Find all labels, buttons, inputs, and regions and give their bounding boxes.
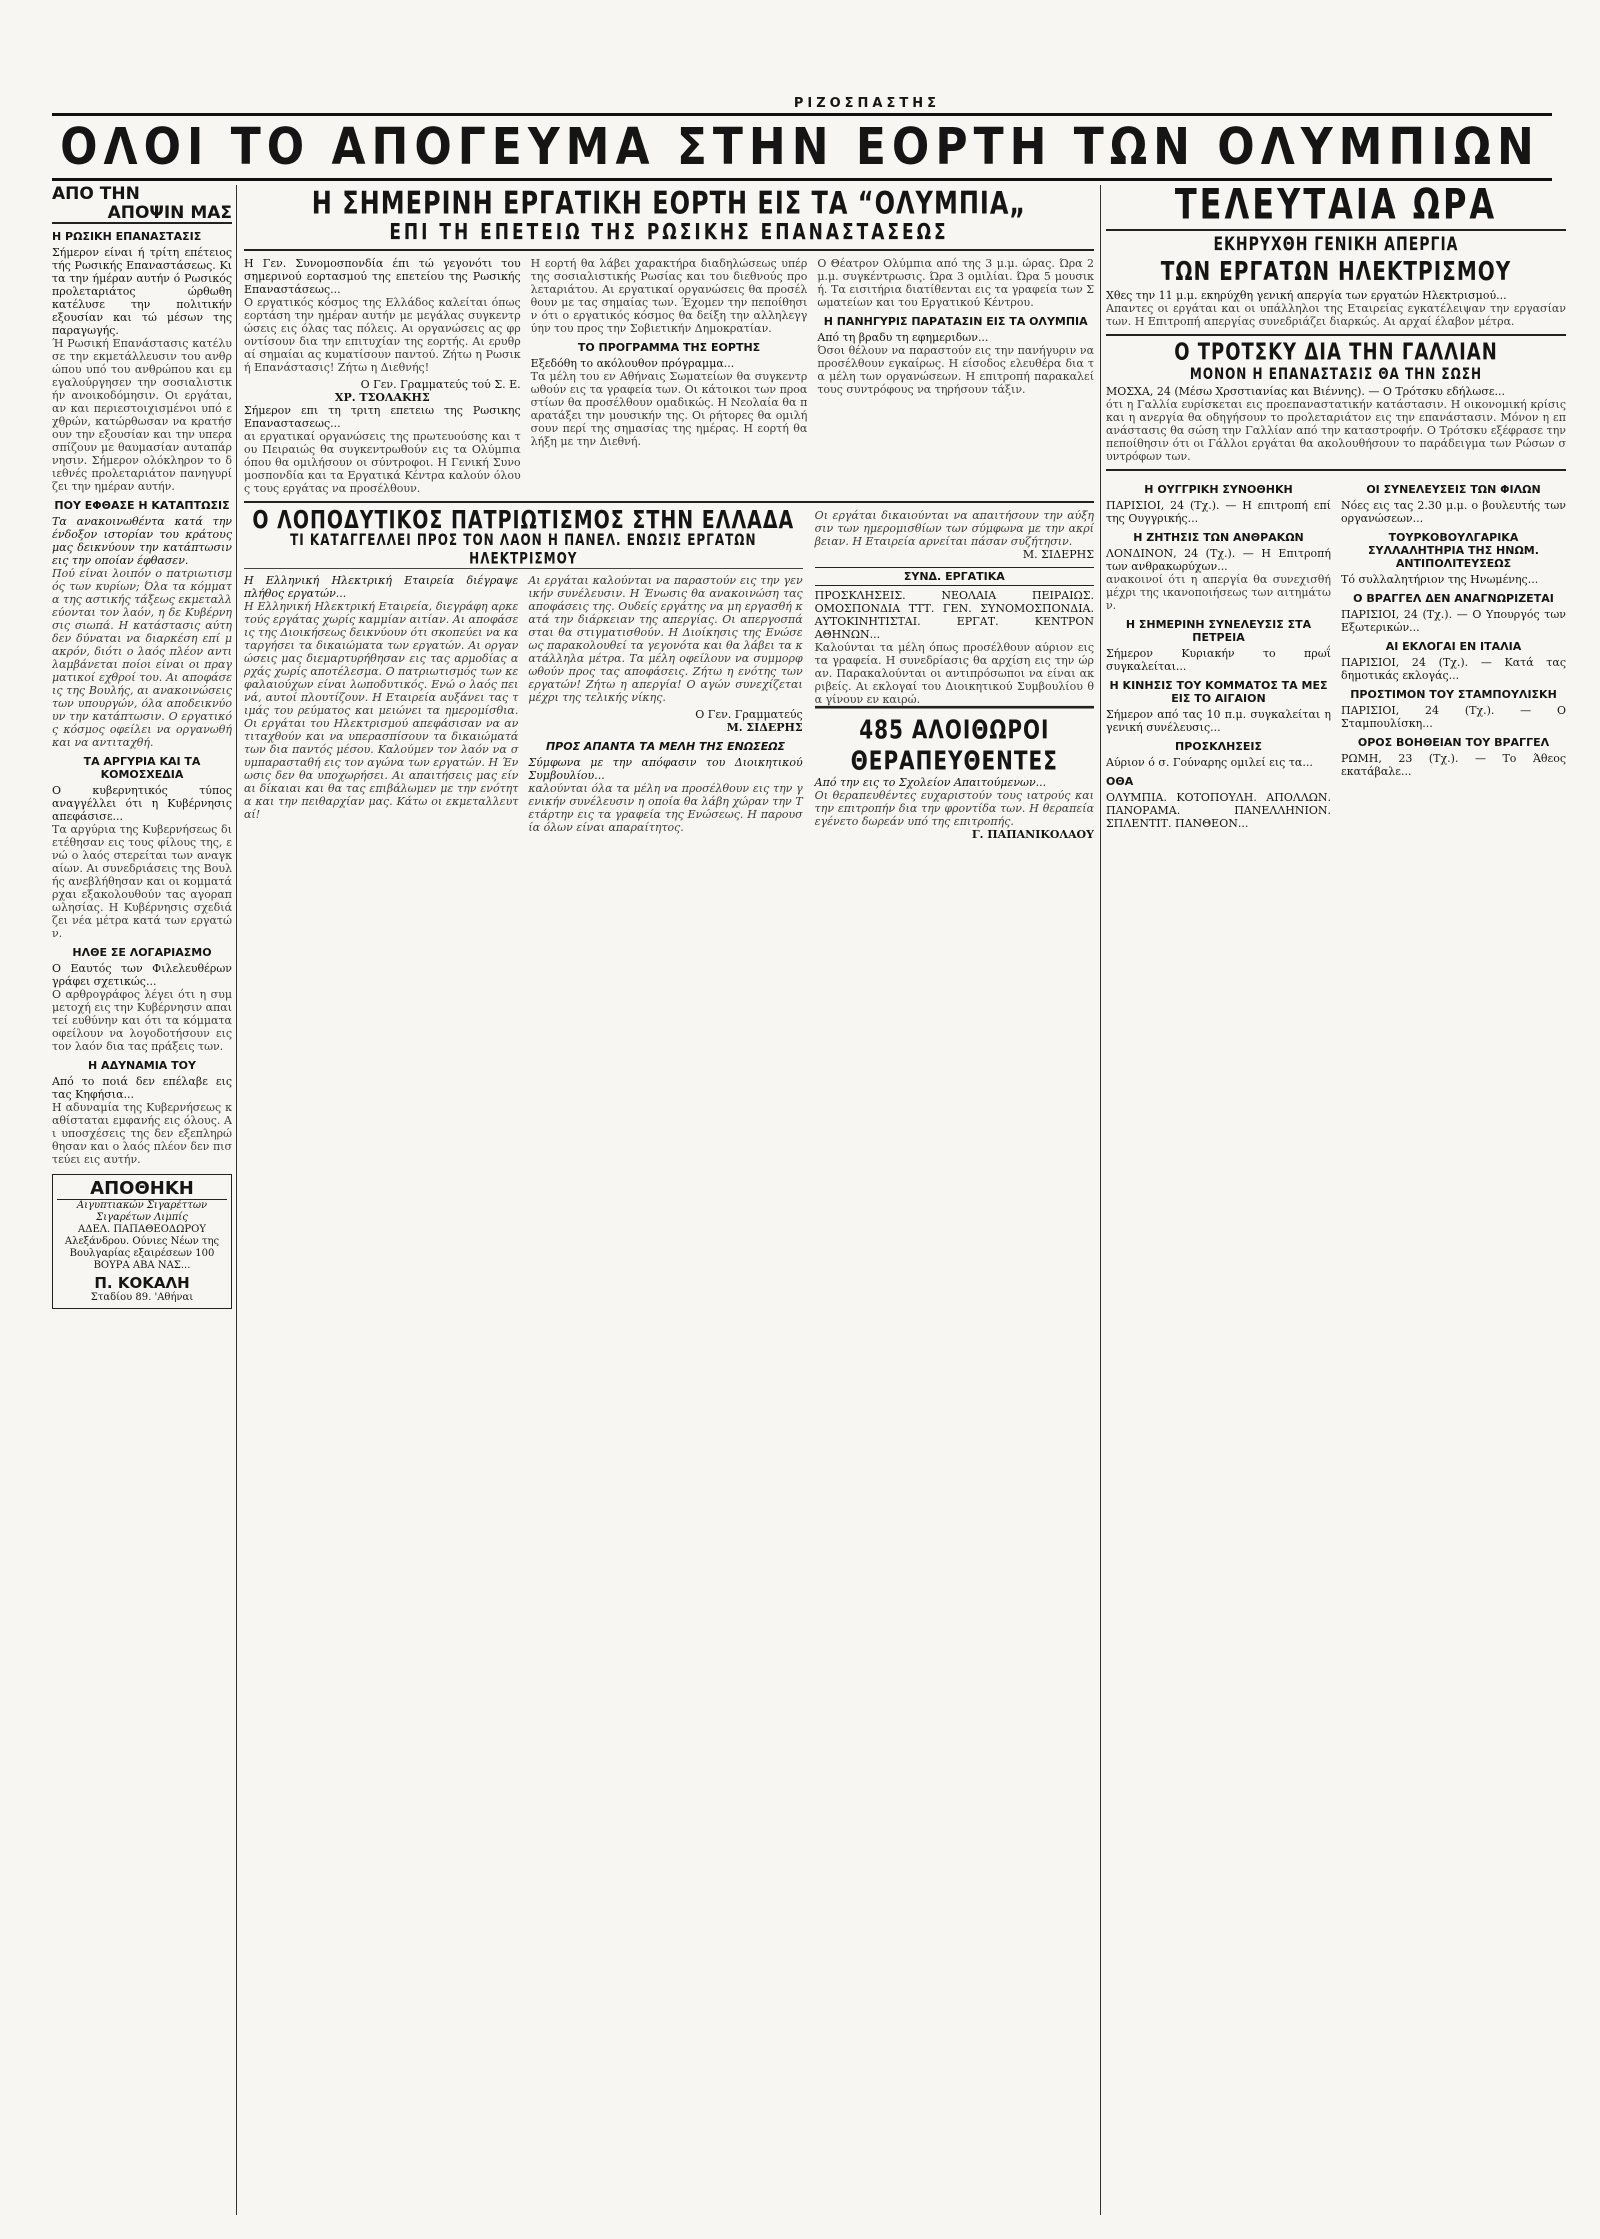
- paragraph: Τό συλλαλητήριον της Ηνωμένης...: [1341, 573, 1539, 586]
- paragraph: Αύριον ό σ. Γούναρης ομιλεί εις τα...: [1106, 756, 1313, 769]
- paragraph: ΠΑΡΙΣΙΟΙ, 24 (Τχ.). — Κατά τας δημοτικάς εκλογάς...: [1341, 656, 1566, 682]
- subhead: ΤΑ ΑΡΓΥΡΙΑ ΚΑΙ ΤΑ ΚΟΜΟΣΧΕΔΙΑ: [83, 755, 201, 782]
- advertisement: [52, 1174, 232, 1308]
- paragraph: ΟΛΥΜΠΙΑ. ΚΟΤΟΠΟΥΛΗ. ΑΠΟΛΛΩΝ. ΠΑΝΟΡΑΜΑ. ΠΑΝΕΛΛΗΝΙΟΝ. ΣΠΛΕΝΤΙΤ. ΠΑΝΘΕΟΝ...: [1106, 791, 1331, 830]
- right-subheadline: ΤΩΝ ΕΡΓΑΤΩΝ ΗΛΕΚΤΡΙΣΜΟΥ: [1160, 255, 1512, 287]
- subhead: Η ΑΔΥΝΑΜΙΑ ΤΟΥ: [88, 1059, 196, 1073]
- subhead: ΠΡΟΣΚΛΗΣΕΙΣ: [1174, 740, 1262, 753]
- paragraph: Ο Εαυτός των Φιλελευθέρων γράφει σχετικώς...: [52, 962, 232, 989]
- left-column: ΑΠΟ ΤΗΝ ΑΠΟΨΙΝ ΜΑΣ Η ΡΩΣΙΚΗ ΕΠΑΝΑΣΤΑΣΙΣ Σήμερον είναι ή τρίτη επέτειος τής Ρωσικής Επαναστάσεως. Κι τα την ήμέραν αυτήν ό Ρωσικός προλεταριάτος ώρθωθη κατέλυσε την πολιτικήν εξουσίαν και τώ μέσων της παραγωγής. Ή Ρωσική Επανάστασις κατέλυσε την εκμετάλλευσιν του ανθρώπου υπό του ανθρώπου και εμεγαλούργησεν την σοσιαλιστικήν ανοικοδόμησιν. Οι εργάται, αν και περιεστοιχισμένοι υπό εχθρών, κατώρθωσαν να κρατήσουν την εξουσίαν και την υπερασπίζουν με θαυμασίαν αυταπάρνησιν. Σήμερον ολόκληρον το διεθνές προλεταριάτον πανηγυρίζει την ημέραν αυτήν. ΠΟΥ ΕΦΘΑΣΕ Η ΚΑΤΑΠΤΩΣΙΣ Τα ανακοινωθέντα κατά την ένδοξον ιστορίαν του κράτους μας δεικνύουν την κατάπτωσιν εις την οποίαν έφθασεν. Πού είναι λοιπόν ο πατριωτισμός των κυρίων; Όλα τα κόμματα της αστικής τάξεως εκμεταλλεύονται τον λαόν, η δε Κυβέρνησις σιωπά. Η κατάστασις αύτη δεν δύναται να διαρκέση επί μακρόν, διότι ο λαός πλέον αντιλαμβάνεται ποίοι είναι οι πραγματικοί εχθροί του. Αι αποφάσεις της Βουλής, αι ανακοινώσεις των υπουργών, όλα αποδεικνύουν την κατάπτωσιν. Ο εργατικός κόσμος οφείλει να οργανωθή και να αντιταχθή. ΤΑ ΑΡΓΥΡΙΑ ΚΑΙ ΤΑ ΚΟΜΟΣΧΕΔΙΑ Ο κυβερνητικός τύπος αναγγέλλει ότι η Κυβέρνησις απεφάσισε... Τα αργύρια της Κυβερνήσεως διετέθησαν εις τους φίλους της, ενώ ο λαός στερείται των αναγκαίων. Αι συνεδριάσεις της Βουλής ανεβλήθησαν και οι κομματάρχαι εξακολουθούν τας αγοραπωλησίας. Η Κυβέρνησις σχεδιάζει νέα μέτρα κατά των εργατών. ΗΛΘΕ ΣΕ ΛΟΓΑΡΙΑΣΜΟ Ο Εαυτός των Φιλελευθέρων γράφει σχετικώς... Ο αρθρογράφος λέγει ότι η συμμετοχή εις την Κυβέρνησιν απαιτεί ευθύνην και ότι τα κόμματα οφείλουν να λογοδοτήσουν εις τον λαόν δια τας πράξεις των. Η ΑΔΥΝΑΜΙΑ ΤΟΥ Από το ποιά δεν επέλαβε εις τας Κηφήσια... Η αδυναμία της Κυβερνήσεως καθίσταται εμφανής εις όλους. Αι υποσχέσεις της δεν εξεπληρώθησαν και ο λαός πλέον δεν πιστεύει εις αυτήν. ΑΠΟΘΗΚΗ Αιγυπτιακών Σιγαρέττων Σιγαρέτων Λιμπίς ΑΔΕΛ. ΠΑΠΑΘΕΟΔΩΡΟΥ Αλεξάνδρου. Ούνιες Νέων της Βουλγαρίας εξαιρέσεων 100 ΒΟΥΡΑ ΑΒΑ ΝΑΣ... Π. ΚΟΚΑΛΗ Σταδίου 89. 'Αθήναι: [52, 185, 232, 2215]
- paragraph: ΛΟΝΔΙΝΟΝ, 24 (Τχ.). — Η Επιτροπή των ανθρακωρύχων...: [1106, 547, 1331, 573]
- paragraph: ΠΑΡΙΣΙΟΙ, 24 (Τχ.). — Ο Σταμπουλίσκη...: [1341, 704, 1566, 730]
- subhead: Η ΡΩΣΙΚΗ ΕΠΑΝΑΣΤΑΣΙΣ: [52, 230, 202, 244]
- article-col: Η εορτή θα λάβει χαρακτήρα διαδηλώσεως υπέρ της σοσιαλιστικής Ρωσίας και του διεθνούς προλεταριάτου. Αι εργατικαί οργανώσεις θα προσέλθουν με τας σημαίας των. Έχομεν την πεποίθησιν ότι ο εργατικός κόσμος θα δείξη την αλληλεγγύην του προς την Σοβιετικήν Δημοκρατίαν. ΤΟ ΠΡΟΓΡΑΜΜΑ ΤΗΣ ΕΟΡΤΗΣ Εξεδόθη το ακόλουθον πρόγραμμα... Τα μέλη του εν Αθήναις Σωματείων θα συγκεντρωθούν εις τα γραφεία των. Οι κάτοικοι των προαστίων θα προσέλθουν ομαδικώς. Η Νεολαία θα παρατάξει την μουσικήν της. Οι ρήτορες θα ομιλήσουν περί της σημασίας της ημέρας. Η εορτή θα λήξη με την Διεθνή.: [530, 257, 808, 448]
- article-subheadline: ΜΟΝΟΝ Η ΕΠΑΝΑΣΤΑΣΙΣ ΘΑ ΤΗΝ ΣΩΣΗ: [1189, 364, 1483, 384]
- paragraph: Από το ποιά δεν επέλαβε εις τας Κηφήσια...: [52, 1075, 232, 1102]
- subhead: ΟΘΑ: [1106, 775, 1134, 788]
- paragraph: ΠΑΡΙΣΙΟΙ, 24 (Τχ.). — Ο Υπουργός των Εξωτερικών...: [1341, 608, 1566, 634]
- paragraph: Εξεδόθη το ακόλουθον πρόγραμμα...: [530, 357, 735, 370]
- col-divider: [1100, 185, 1101, 2215]
- paragraph: ΠΡΟΣΚΛΗΣΕΙΣ. ΝΕΟΛΑΙΑ ΠΕΙΡΑΙΩΣ. ΟΜΟΣΠΟΝΔΙΑ ΤΤΤ. ΓΕΝ. ΣΥΝΟΜΟΣΠΟΝΔΙΑ. ΑΥΤΟΚΙΝΗΤΙΣΤΑΙ. ΕΡΓΑΤ. ΚΕΝΤΡΟΝ ΑΘΗΝΩΝ...: [814, 589, 1094, 641]
- subhead: ΑΙ ΕΚΛΟΓΑΙ ΕΝ ΙΤΑΛΙΑ: [1385, 640, 1522, 653]
- article-columns: [244, 257, 1094, 495]
- paragraph: Σύμφωνα με την απόφασιν του Διοικητικού Συμβουλίου...: [528, 756, 803, 782]
- paragraph: Από την εις το Σχολείον Απαιτούμενων...: [814, 776, 1047, 789]
- right-subheadline: ΕΚΗΡΥΧΘΗ ΓΕΝΙΚΗ ΑΠΕΡΓΙΑ: [1213, 234, 1459, 256]
- center-headline: Η ΣΗΜΕΡΙΝΗ ΕΡΓΑΤΙΚΗ ΕΟΡΤΗ ΕΙΣ ΤΑ “ΟΛΥΜΠΙΑ„: [311, 185, 1027, 222]
- signature-name: Μ. ΣΙΔΕΡΗΣ: [1022, 548, 1094, 561]
- article-columns: [244, 574, 803, 834]
- article-col: Ο Θέατρον Ολύμπια από της 3 μ.μ. ώρας. Ώρα 2 μ.μ. συγκέντρωσις. Ώρα 3 ομιλίαι. Ώρα 5 μουσική. Τα εισιτήρια διατίθενται εις τα γραφεία των Σωματείων και του Εργατικού Κέντρου. Η ΠΑΝΗΓΥΡΙΣ ΠΑΡΑΤΑΣΙΝ ΕΙΣ ΤΑ ΟΛΥΜΠΙΑ Από τη βραδυ τη εφημεριδων... Όσοι θέλουν να παραστούν εις την πανήγυριν να προσέλθουν εγκαίρως. Η είσοδος ελευθέρα δια τα μέλη των οργανώσεων. Η επιτροπή παρακαλεί τους συντρόφους να τηρήσουν τάξιν.: [817, 257, 1094, 396]
- subhead: Η ΣΗΜΕΡΙΝΗ ΣΥΝΕΛΕΥΣΙΣ ΣΤΑ ΠΕΤΡΕΙΑ: [1125, 618, 1312, 644]
- ad-address: Σταδίου 89. 'Αθήναι: [90, 1291, 194, 1303]
- ad-text: ΑΔΕΛ. ΠΑΠΑΘΕΟΔΩΡΟΥ Αλεξάνδρου. Ούνιες Νέων της Βουλγαρίας εξαιρέσεων 100 ΒΟΥΡΑ ΑΒΑ ΝΑΣ...: [64, 1224, 220, 1272]
- right-column: ΤΕΛΕΥΤΑΙΑ ΩΡΑ ΕΚΗΡΥΧΘΗ ΓΕΝΙΚΗ ΑΠΕΡΓΙΑ ΤΩΝ ΕΡΓΑΤΩΝ ΗΛΕΚΤΡΙΣΜΟΥ Χθες την 11 μ.μ. εκηρύχθη γενική απεργία των εργατών Ηλεκτρισμού... Απαντες οι εργάται και οι υπάλληλοι της Εταιρείας εγκατέλειψαν την εργασίαν των. Η Επιτροπή απεργίας συνεδριάζει διαρκώς. Αι αρχαί έλαβον μέτρα. Ο ΤΡΟΤΣΚΥ ΔΙΑ ΤΗΝ ΓΑΛΛΙΑΝ ΜΟΝΟΝ Η ΕΠΑΝΑΣΤΑΣΙΣ ΘΑ ΤΗΝ ΣΩΣΗ ΜΟΣΧΑ, 24 (Μέσω Χρσστιανίας και Βιέννης). — Ο Τρότσκυ εδήλωσε... ότι η Γαλλία ευρίσκεται εις προεπαναστατικήν κατάστασιν. Η οικονομική κρίσις και η ανεργία θα οδηγήσουν το προλεταριάτον εις την επανάστασιν. Μόνον η επανάστασις θα σώση την Γαλλίαν από την καταστροφήν. Ο Τρότσκυ εξέφρασε την πεποίθησιν ότι οι Γάλλοι εργάται θα ακολουθήσουν το παράδειγμα των Ρώσων συντρόφων των. Η ΟΥΓΓΡΙΚΗ ΣΥΝΟΘΗΚΗ ΠΑΡΙΣΙΟΙ, 24 (Τχ.). — Η επιτροπή επί της Ουγγρικής... Η ΖΗΤΗΣΙΣ ΤΩΝ ΑΝΘΡΑΚΩΝ ΛΟΝΔΙΝΟΝ, 24 (Τχ.). — Η Επιτροπή των ανθρακωρύχων... ανακοινοί ότι η απεργία θα συνεχισθή μέχρι της ικανοποιήσεως των αιτημάτων. Η ΣΗΜΕΡΙΝΗ ΣΥΝΕΛΕΥΣΙΣ ΣΤΑ ΠΕΤΡΕΙΑ Σήμερον Κυριακήν το πρωΐ συγκαλείται... Η ΚΙΝΗΣΙΣ ΤΟΥ ΚΟΜΜΑΤΟΣ ΤΑ ΜΕΣ ΕΙΣ ΤΟ ΑΙΓΑΙΟΝ Σήμερον από τας 10 π.μ. συγκαλείται η γενική συνέλευσις... ΠΡΟΣΚΛΗΣΕΙΣ Αύριον ό σ. Γούναρης ομιλεί εις τα... ΟΘΑ ΟΛΥΜΠΙΑ. ΚΟΤΟΠΟΥΛΗ. ΑΠΟΛΛΩΝ. ΠΑΝΟΡΑΜΑ. ΠΑΝΕΛΛΗΝΙΟΝ. ΣΠΛΕΝΤΙΤ. ΠΑΝΘΕΟΝ... ΟΙ ΣΥΝΕΛΕΥΣΕΙΣ ΤΩΝ ΦΙΛΩΝ Νόες εις τας 2.30 μ.μ. ο βουλευτής των οργανώσεων... ΤΟΥΡΚΟΒΟΥΛΓΑΡΙΚΑ ΣΥΛΛΑΛΗΤΗΡΙΑ ΤΗΣ ΗΝΩΜ. ΑΝΤΙΠΟΛΙΤΕΥΣΕΩΣ Τό συλλαλητήριον της Ηνωμένης... Ο ΒΡΑΓΓΕΛ ΔΕΝ ΑΝΑΓΝΩΡΙΖΕΤΑΙ ΠΑΡΙΣΙΟΙ, 24 (Τχ.). — Ο Υπουργός των Εξωτερικών... ΑΙ ΕΚΛΟΓΑΙ ΕΝ ΙΤΑΛΙΑ ΠΑΡΙΣΙΟΙ, 24 (Τχ.). — Κατά τας δημοτικάς εκλογάς... ΠΡΟΣΤΙΜΟΝ ΤΟΥ ΣΤΑΜΠΟΥΛΙΣΚΗ ΠΑΡΙΣΙΟΙ, 24 (Τχ.). — Ο Σταμπουλίσκη... ΟΡΟΣ ΒΟΗΘΕΙΑΝ ΤΟΥ ΒΡΑΓΓΕΛ ΡΩΜΗ, 23 (Τχ.). — Το Άθεος εκατάβαλε...: [1106, 185, 1566, 2215]
- signature-name: ΧΡ. ΤΣΟΛΑΚΗΣ: [334, 391, 430, 404]
- side-block: Οι εργάται δικαιούνται να απαιτήσουν την αύξησιν των ημερομισθίων των σύμφωνα με την ακρίβειαν. Η Εταιρεία αρνείται πάσαν συζήτησιν. Μ. ΣΙΔΕΡΗΣ ΣΥΝΔ. ΕΡΓΑΤΙΚΑ ΠΡΟΣΚΛΗΣΕΙΣ. ΝΕΟΛΑΙΑ ΠΕΙΡΑΙΩΣ. ΟΜΟΣΠΟΝΔΙΑ ΤΤΤ. ΓΕΝ. ΣΥΝΟΜΟΣΠΟΝΔΙΑ. ΑΥΤΟΚΙΝΗΤΙΣΤΑΙ. ΕΡΓΑΤ. ΚΕΝΤΡΟΝ ΑΘΗΝΩΝ... Καλούνται τα μέλη όπως προσέλθουν αύριον εις τα γραφεία. Η συνεδρίασις θα αρχίση εις την ώραν. Παρακαλούνται οι αντιπρόσωποι να είναι ακριβείς. Αι εκλογαί του Διοικητικού Συμβουλίου θα γίνουν εν καιρώ. 485 ΑΛΟΙΘΩΡΟΙ ΘΕΡΑΠΕΥΘΕΝΤΕΣ Από την εις το Σχολείον Απαιτούμενων... Οι θεραπευθέντες ευχαριστούν τους ιατρούς και την επιτροπήν δια την φροντίδα των. Η θεραπεία εγένετο δωρεάν υπό της επιτροπής. Γ. ΠΑΠΑΝΙΚΟΛΑΟΥ: [814, 509, 1094, 841]
- article-col: Αι εργάται καλούνται να παραστούν εις την γενικήν συνέλευσιν. Η Ένωσις θα ανακοινώση τας αποφάσεις της. Ουδείς εργάτης να μη εργασθή κατά την διάρκειαν της απεργίας. Οι απεργοσπάσται θα στιγματισθούν. Η Διοίκησις της Ενώσεως παρακολουθεί τα γεγονότα και θα λάβει τα κατάλληλα μέτρα. Τα μέλη οφείλουν να συμμορφωθούν προς τας αποφάσεις. Ζήτω η ενότης των εργατών! Ζήτω η απεργία! Ο αγών συνεχίζεται μέχρι της τελικής νίκης. Ο Γεν. Γραμματεύς Μ. ΣΙΔΕΡΗΣ ΠΡΟΣ ΑΠΑΝΤΑ ΤΑ ΜΕΛΗ ΤΗΣ ΕΝΩΣΕΩΣ Σύμφωνα με την απόφασιν του Διοικητικού Συμβουλίου... καλούνται όλα τα μέλη να προσέλθουν εις την γενικήν συνέλευσιν η οποία θα λάβη χώραν την Τετάρτην εις τα γραφεία της Ενώσεως. Η παρουσία όλων είναι απαραίτητος.: [528, 574, 803, 834]
- article-headline: Ο ΤΡΟΤΣΚΥ ΔΙΑ ΤΗΝ ΓΑΛΛΙΑΝ: [1174, 338, 1498, 367]
- subhead: Η ΟΥΓΓΡΙΚΗ ΣΥΝΟΘΗΚΗ: [1144, 483, 1293, 496]
- paragraph: ΜΟΣΧΑ, 24 (Μέσω Χρσστιανίας και Βιέννης). — Ο Τρότσκυ εδήλωσε...: [1106, 385, 1506, 398]
- col-divider: [236, 185, 237, 2215]
- banner-headline: ΟΛΟΙ ΤΟ ΑΠΟΓΕΥΜΑ ΣΤΗΝ ΕΟΡΤΗ ΤΩΝ ΟΛΥΜΠΙΩΝ: [60, 118, 1540, 177]
- banner-rule: [52, 178, 1552, 181]
- paragraph: Σήμερον είναι ή τρίτη επέτειος τής Ρωσικής Επαναστάσεως. Κι τα την ήμέραν αυτήν ό Ρωσικός προλεταριάτος ώρθωθη κατέλυσε την πολιτικήν εξουσίαν και τώ μέσων της παραγωγής.: [52, 246, 232, 338]
- paragraph: Χθες την 11 μ.μ. εκηρύχθη γενική απεργία των εργατών Ηλεκτρισμού...: [1106, 289, 1507, 302]
- right-col: Η ΟΥΓΓΡΙΚΗ ΣΥΝΟΘΗΚΗ ΠΑΡΙΣΙΟΙ, 24 (Τχ.). — Η επιτροπή επί της Ουγγρικής... Η ΖΗΤΗΣΙΣ ΤΩΝ ΑΝΘΡΑΚΩΝ ΛΟΝΔΙΝΟΝ, 24 (Τχ.). — Η Επιτροπή των ανθρακωρύχων... ανακοινοί ότι η απεργία θα συνεχισθή μέχρι της ικανοποιήσεως των αιτημάτων. Η ΣΗΜΕΡΙΝΗ ΣΥΝΕΛΕΥΣΙΣ ΣΤΑ ΠΕΤΡΕΙΑ Σήμερον Κυριακήν το πρωΐ συγκαλείται... Η ΚΙΝΗΣΙΣ ΤΟΥ ΚΟΜΜΑΤΟΣ ΤΑ ΜΕΣ ΕΙΣ ΤΟ ΑΙΓΑΙΟΝ Σήμερον από τας 10 π.μ. συγκαλείται η γενική συνέλευσις... ΠΡΟΣΚΛΗΣΕΙΣ Αύριον ό σ. Γούναρης ομιλεί εις τα... ΟΘΑ ΟΛΥΜΠΙΑ. ΚΟΤΟΠΟΥΛΗ. ΑΠΟΛΛΩΝ. ΠΑΝΟΡΑΜΑ. ΠΑΝΕΛΛΗΝΙΟΝ. ΣΠΛΕΝΤΙΤ. ΠΑΝΘΕΟΝ...: [1106, 483, 1331, 830]
- paragraph: Σήμερον από τας 10 π.μ. συγκαλείται η γενική συνέλευσις...: [1106, 708, 1331, 734]
- paragraph: ΠΑΡΙΣΙΟΙ, 24 (Τχ.). — Η επιτροπή επί της Ουγγρικής...: [1106, 499, 1331, 525]
- paragraph: Σήμερον Κυριακήν το πρωΐ συγκαλείται...: [1106, 647, 1331, 673]
- subhead: Ο ΒΡΑΓΓΕΛ ΔΕΝ ΑΝΑΓΝΩΡΙΖΕΤΑΙ: [1353, 592, 1554, 605]
- subhead: ΤΟΥΡΚΟΒΟΥΛΓΑΡΙΚΑ ΣΥΛΛΑΛΗΤΗΡΙΑ ΤΗΣ ΗΝΩΜ. ΑΝΤΙΠΟΛΙΤΕΥΣΕΩΣ: [1368, 531, 1539, 570]
- ad-subtitle: Αιγυπτιακών Σιγαρέττων Σιγαρέτων Λιμπίς: [76, 1200, 208, 1224]
- left-head1: ΑΠΟ ΤΗΝ: [52, 185, 140, 204]
- paragraph: Η Ελληνική Ηλεκτρική Εταιρεία διέγραψε πλήθος εργατών...: [244, 574, 519, 600]
- lower-center: [244, 505, 1094, 841]
- left-head2: ΑΠΟΨΙΝ ΜΑΣ: [52, 204, 232, 225]
- paragraph: ΡΩΜΗ, 23 (Τχ.). — Το Άθεος εκατάβαλε...: [1341, 752, 1566, 778]
- subhead: Η ΚΙΝΗΣΙΣ ΤΟΥ ΚΟΜΜΑΤΟΣ ΤΑ ΜΕΣ ΕΙΣ ΤΟ ΑΙΓΑΙΟΝ: [1109, 679, 1328, 705]
- article-block: [244, 505, 803, 841]
- subhead: ΟΙ ΣΥΝΕΛΕΥΣΕΙΣ ΤΩΝ ΦΙΛΩΝ: [1366, 483, 1541, 496]
- subhead: ΠΡΟΣ ΑΠΑΝΤΑ ΤΑ ΜΕΛΗ ΤΗΣ ΕΝΩΣΕΩΣ: [545, 740, 786, 753]
- paragraph: Ο κυβερνητικός τύπος αναγγέλλει ότι η Κυβέρνησις απεφάσισε...: [52, 784, 232, 824]
- paragraph: Η Γεν. Συνομοσπονδία έπι τώ γεγονότι του σημερινού εορτασμού της επετείου της Ρωσικής Επαναστάσεως...: [244, 257, 521, 296]
- article-subheadline: ΤΙ ΚΑΤΑΓΓΕΛΛΕΙ ΠΡΟΣ ΤΟΝ ΛΑΟΝ Η ΠΑΝΕΛ. ΕΝΩΣΙΣ ΕΡΓΑΤΩΝ ΗΛΕΚΤΡΙΣΜΟΥ: [290, 530, 757, 568]
- article-headline: 485 ΑΛΟΙΘΩΡΟΙ ΘΕΡΑΠΕΥΘΕΝΤΕΣ: [815, 706, 1094, 776]
- signature: Ο Γεν. Γραμματεύς τού Σ. Ε.: [360, 378, 521, 391]
- signature: Ο Γεν. Γραμματεύς: [695, 708, 803, 721]
- article-col: Η Γεν. Συνομοσπονδία έπι τώ γεγονότι του σημερινού εορτασμού της επετείου της Ρωσικής Επαναστάσεως... Ο εργατικός κόσμος της Ελλάδος καλείται όπως εορτάση την ημέραν αυτήν με μεγάλας συγκεντρώσεις εις όλας τας πόλεις. Αι οργανώσεις ας φροντίσουν δια την επιτυχίαν της εορτής. Αι ερυθραί σημαίαι ας κυματίσουν παντού. Ζήτω η Ρωσική Επανάστασις! Ζήτω η Διεθνής! Ο Γεν. Γραμματεύς τού Σ. Ε. ΧΡ. ΤΣΟΛΑΚΗΣ Σήμερον επι τη τριτη επετειω της Ρωσικης Επαναστασεως... αι εργατικαί οργανώσεις της πρωτευούσης και του Πειραιώς θα συγκεντρωθούν εις τα Ολύμπια όπου θα ομιλήσουν οι σύντροφοι. Η Γενική Συνομοσπονδία και τα Εργατικά Κέντρα καλούν όλους τους εργάτας να προσέλθουν.: [244, 257, 521, 495]
- paragraph: Τα ανακοινωθέντα κατά την ένδοξον ιστορίαν του κράτους μας δεικνύουν την κατάπτωσιν εις την οποίαν έφθασεν.: [52, 515, 232, 568]
- subhead: ΠΡΟΣΤΙΜΟΝ ΤΟΥ ΣΤΑΜΠΟΥΛΙΣΚΗ: [1350, 688, 1557, 701]
- top-rule: [52, 113, 1552, 116]
- paragraph: Από τη βραδυ τη εφημεριδων...: [817, 331, 989, 344]
- right-col: [1341, 477, 1566, 830]
- subhead: Η ΠΑΝΗΓΥΡΙΣ ΠΑΡΑΤΑΣΙΝ ΕΙΣ ΤΑ ΟΛΥΜΠΙΑ: [823, 315, 1088, 328]
- center-column: [244, 185, 1094, 2215]
- paragraph: Νόες εις τας 2.30 μ.μ. ο βουλευτής των οργανώσεων...: [1341, 499, 1566, 525]
- paragraph: Σήμερον επι τη τριτη επετειω της Ρωσικης Επαναστασεως...: [244, 404, 521, 430]
- ad-headline: ΑΠΟΘΗΚΗ: [57, 1179, 227, 1200]
- center-subheadline: ΕΠΙ ΤΗ ΕΠΕΤΕΙΩ ΤΗΣ ΡΩΣΙΚΗΣ ΕΠΑΝΑΣΤΑΣΕΩΣ: [389, 220, 949, 246]
- right-columns: [1106, 477, 1566, 830]
- right-headline: ΤΕΛΕΥΤΑΙΑ ΩΡΑ: [1174, 185, 1498, 229]
- subhead: ΠΟΥ ΕΦΘΑΣΕ Η ΚΑΤΑΠΤΩΣΙΣ: [54, 499, 230, 513]
- article-headline: Ο ΛΟΠΟΔΥΤΙΚΟΣ ΠΑΤΡΙΩΤΙΣΜΟΣ ΣΤΗΝ ΕΛΛΑΔΑ: [252, 505, 795, 535]
- subhead: ΤΟ ΠΡΟΓΡΑΜΜΑ ΤΗΣ ΕΟΡΤΗΣ: [577, 341, 761, 354]
- subhead: ΟΡΟΣ ΒΟΗΘΕΙΑΝ ΤΟΥ ΒΡΑΓΓΕΛ: [1357, 736, 1550, 749]
- ad-name: Π. ΚΟΚΑΛΗ: [94, 1274, 190, 1293]
- signature-name: Μ. ΣΙΔΕΡΗΣ: [726, 721, 803, 734]
- signature-name: Γ. ΠΑΠΑΝΙΚΟΛΑΟΥ: [971, 828, 1094, 841]
- subhead: ΗΛΘΕ ΣΕ ΛΟΓΑΡΙΑΣΜΟ: [72, 946, 212, 960]
- subhead: Η ΖΗΤΗΣΙΣ ΤΩΝ ΑΝΘΡΑΚΩΝ: [1133, 531, 1304, 544]
- masthead: ΡΙΖΟΣΠΑΣΤΗΣ: [793, 96, 940, 111]
- article-col: Η Ελληνική Ηλεκτρική Εταιρεία διέγραψε πλήθος εργατών... Η Ελληνική Ηλεκτρική Εταιρεία, διεγράφη αρκετούς εργάτας χωρίς καμμίαν αιτίαν. Αι αποφάσεις της Διοικήσεως δεικνύουν ότι σκοπεύει να καταργήσει τα δικαιώματα των εργατών. Αι οργανώσεις μας διεμαρτυρήθησαν εις τας αρμοδίας αρχάς χωρίς αποτέλεσμα. Ο πατριωτισμός των κεφαλαιούχων είναι λωποδυτικός. Ενώ ο λαός πεινά, αυτοί πλουτίζουν. Η Εταιρεία αυξάνει τας τιμάς του ρεύματος και μειώνει τα ημερομίσθια. Οι εργάται του Ηλεκτρισμού απεφάσισαν να αντιταχθούν και να υπερασπίσουν τα δικαιώματά των δια παντός μέσου. Καλούμεν τον λαόν να συμπαρασταθή εις τον αγώνα των εργατών. Η Ένωσις δεν θα υποχωρήσει. Αι απαιτήσεις μας είναι δίκαιαι και θα τας επιβάλωμεν με την ενότητα και την πειθαρχίαν μας. Κάτω οι εκμεταλλευταί!: [244, 574, 519, 821]
- subhead: ΣΥΝΔ. ΕΡΓΑΤΙΚΑ: [815, 567, 1094, 586]
